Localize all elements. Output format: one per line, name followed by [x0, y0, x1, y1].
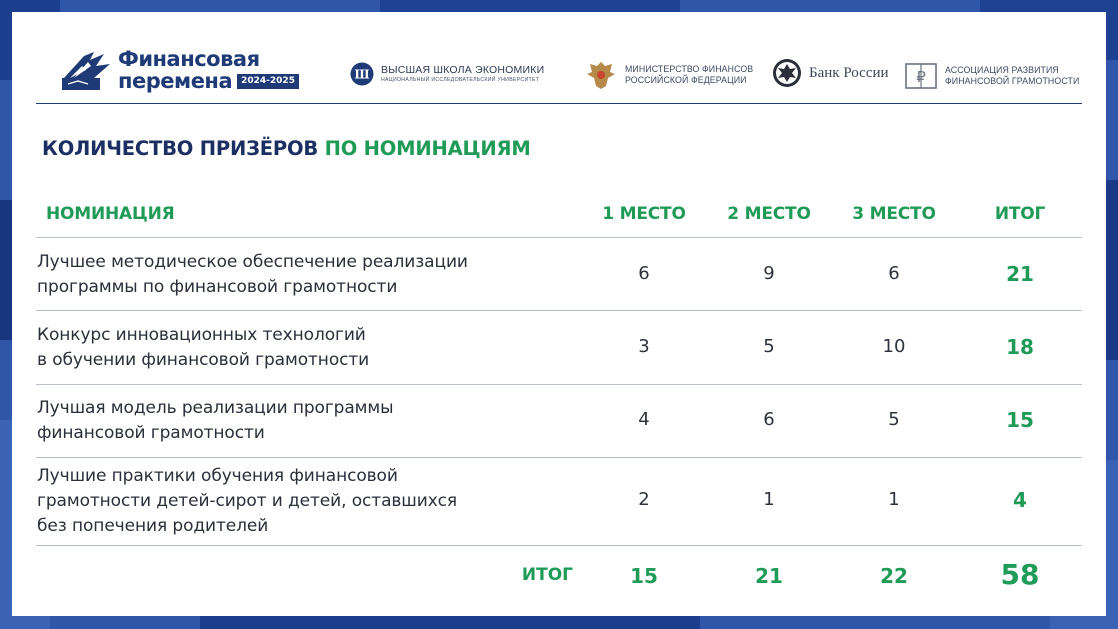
table-divider — [36, 545, 1082, 546]
hse-emblem-icon — [350, 62, 374, 86]
ruble-book-icon — [904, 60, 938, 92]
cell-place2: 1 — [763, 489, 775, 510]
header — [48, 42, 1094, 112]
cell-place2: 5 — [763, 336, 775, 357]
cell-place1: 4 — [638, 409, 650, 430]
svg-text:Ш: Ш — [354, 67, 370, 82]
page-title — [42, 137, 531, 160]
brand-logo — [60, 48, 299, 92]
cell-total: 4 — [1013, 488, 1027, 512]
footer-place1: 15 — [630, 564, 658, 588]
title-part2: ПО НОМИНАЦИЯМ — [324, 137, 531, 160]
row-label: Конкурс инновационных технологий в обучении финансовой грамотности — [37, 325, 370, 370]
partner-association — [904, 60, 1079, 92]
header-divider — [36, 103, 1082, 104]
bird-logo-icon — [60, 48, 112, 92]
column-header-place3: 3 МЕСТО — [852, 204, 936, 224]
brand-line1: Финансовая — [118, 47, 260, 71]
bank-of-russia-label: Банк России — [809, 64, 889, 81]
table-divider — [36, 310, 1082, 311]
hse-subtitle: НАЦИОНАЛЬНЫЙ ИССЛЕДОВАТЕЛЬСКИЙ УНИВЕРСИТЕТ — [381, 77, 540, 83]
cell-place2: 9 — [763, 263, 775, 284]
column-header-nomination: НОМИНАЦИЯ — [46, 204, 175, 224]
footer-place2: 21 — [755, 564, 783, 588]
background-tile — [200, 615, 700, 629]
svg-text:₽: ₽ — [916, 68, 926, 86]
table-divider — [36, 457, 1082, 458]
column-header-place1: 1 МЕСТО — [602, 204, 686, 224]
cell-place3: 6 — [888, 263, 900, 284]
footer-total-label: ИТОГ — [521, 565, 573, 585]
cell-total: 18 — [1006, 335, 1034, 359]
cell-place1: 6 — [638, 263, 650, 284]
title-part1: КОЛИЧЕСТВО ПРИЗЁРОВ — [42, 137, 318, 160]
column-header-place2: 2 МЕСТО — [727, 204, 811, 224]
cell-place1: 2 — [638, 489, 650, 510]
hse-title: ВЫСШАЯ ШКОЛА ЭКОНОМИКИ — [381, 64, 545, 76]
cell-place2: 6 — [763, 409, 775, 430]
table-divider — [36, 237, 1082, 238]
cell-place3: 1 — [888, 489, 900, 510]
partner-minfin — [584, 58, 753, 92]
footer-place3: 22 — [880, 564, 908, 588]
bank-of-russia-emblem-icon — [772, 58, 802, 88]
brand-years-badge: 2024-2025 — [237, 74, 299, 89]
row-label: Лучшая модель реализации программы финансовой грамотности — [37, 398, 394, 443]
partner-hse — [350, 62, 544, 86]
row-label: Лучшие практики обучения финансовой грамотности детей-сирот и детей, оставшихся без попечения родителей — [37, 466, 458, 536]
brand-line2: перемена — [118, 69, 233, 93]
row-label: Лучшее методическое обеспечение реализации программы по финансовой грамотности — [37, 252, 468, 297]
minfin-line2: РОССИЙСКОЙ ФЕДЕРАЦИИ — [625, 75, 747, 85]
cell-place1: 3 — [638, 336, 650, 357]
minfin-line1: МИНИСТЕРСТВО ФИНАНСОВ — [625, 64, 754, 74]
column-header-total: ИТОГ — [994, 204, 1046, 224]
cell-total: 15 — [1006, 408, 1034, 432]
assoc-line2: ФИНАНСОВОЙ ГРАМОТНОСТИ — [945, 76, 1080, 86]
cell-place3: 10 — [882, 336, 906, 357]
assoc-line1: АССОЦИАЦИЯ РАЗВИТИЯ — [945, 65, 1059, 75]
table-divider — [36, 384, 1082, 385]
eagle-emblem-icon — [584, 58, 618, 92]
cell-total: 21 — [1006, 262, 1034, 286]
footer-grand-total: 58 — [1000, 558, 1040, 591]
cell-place3: 5 — [888, 409, 900, 430]
partner-bank-of-russia — [772, 58, 889, 88]
